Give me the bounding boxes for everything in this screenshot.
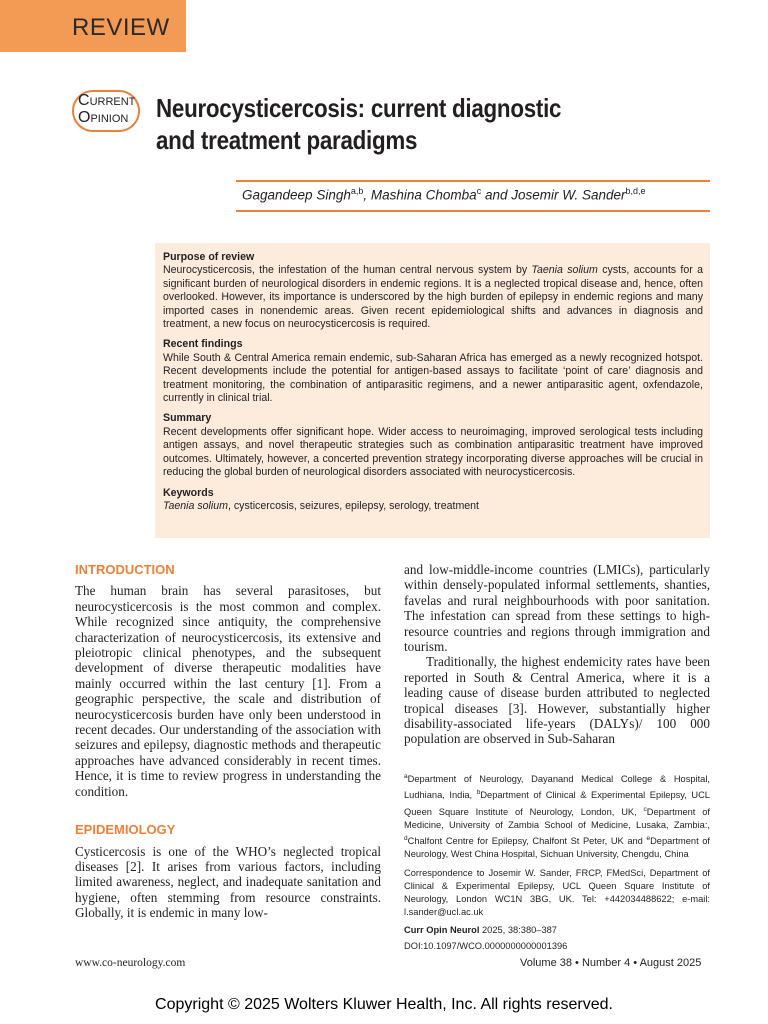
findings-heading: Recent findings: [163, 338, 243, 351]
author-affil: a,b: [350, 186, 364, 196]
logo-cap-o: O: [78, 109, 91, 126]
doi: DOI:10.1097/WCO.0000000000001396: [404, 940, 568, 951]
author-separator: and: [481, 187, 512, 203]
bottom-rule: [236, 210, 710, 212]
purpose-text-part: cysts, accounts for a significant burden of neurological disorders in endemic regions. It is a neglected tropical disease and, hence, often overlooked. However, its importance is underscored by the high burden of epilepsy in endemic regions and many imported cases in nonendemic areas. Given recent epidemiological shifts and advances in diagnosis and treatment, a new focus on neurocysticercosis is required.: [163, 264, 704, 331]
keyword-species: Taenia solium: [163, 499, 228, 512]
body-paragraph: and low-middle-income countries (LMICs), particularly within densely-populated informal settlements, shanties, favelas and rural neighbourhoods with poor sanitation. The infestation can spread from these settings to high-resource countries and regions through immigration and tourism.: [404, 562, 710, 655]
intro-paragraph: The human brain has several parasitoses, but neurocysticercosis is the most common and complex. While recognized since antiquity, the comprehensive characterization of neurocysticercosis, its extensive and pleiotropic clinical phenotypes, and the subsequent development of diverse therapeutic modalities have mainly occurred within the last century [1]. From a geographic perspective, the scale and distribution of neurocysticercosis burden have only been understood in recent decades. Our understanding of the association with seizures and epilepsy, diagnostic methods and therapeutic approaches have advanced considerably in recent times. Hence, it is time to review progress in understanding the condition.: [75, 583, 381, 799]
review-tab: [0, 0, 186, 52]
affiliation: Department of Clinical & Experimental Epilepsy, UCL Queen Square Institute of Neurology, London, UK,: [404, 790, 710, 817]
affil-sup: c: [643, 805, 647, 813]
author-name: Josemir W. Sander: [511, 187, 626, 203]
affiliations-block: [404, 770, 710, 958]
author-affil: c: [476, 186, 482, 196]
issue-info: Volume 38 • Number 4 • August 2025: [520, 957, 702, 969]
keyword-list: , cysticercosis, seizures, epilepsy, serology, treatment: [227, 499, 479, 512]
purpose-text-part: Neurocysticercosis, the infestation of the human central nervous system by: [163, 264, 532, 277]
article-title: Neurocysticercosis: current diagnostic and treatment paradigms: [156, 93, 562, 155]
affiliation: Department of Neurology, Dayanand Medical College & Hospital, Ludhiana, India,: [404, 774, 710, 801]
column-left: [75, 562, 381, 921]
epidemiology-paragraph: Cysticercosis is one of the WHO’s neglected tropical diseases [2]. It arises from various factors, including limited awareness, neglect, and inadequate sanitation and hygiene, often stemming from resource constraints. Globally, it is endemic in many low-: [75, 843, 381, 921]
citation-details: 2025, 38:380–387: [479, 925, 557, 936]
affiliation: Department of Neurology, West China Hospital, Sichuan University, Chengdu, China: [404, 836, 710, 860]
purpose-heading: Purpose of review: [163, 251, 255, 263]
keywords-text: [163, 500, 703, 513]
affil-sup: b: [476, 789, 481, 797]
keywords-heading: Keywords: [163, 486, 214, 499]
findings-text: While South & Central America remain endemic, sub-Saharan Africa has emerged as a newly recognized hotspot. Recent developments include the potential for antigen-based assays to facilitate ‘point of care’ diagnosis and treatment monitoring, the combination of antiparasitic regimens, and a newer antiparasitic agent, oxfendazole, currently in clinical trial.: [163, 351, 703, 405]
correspondence: Correspondence to Josemir W. Sander, FRCP, FMedSci, Department of Clinical & Experimental Epilepsy, UCL Queen Square Institute of Neurology, London WC1N 3BG, UK. Tel: +442034488622; e-mail: l.sander@ucl.ac.uk: [404, 867, 710, 918]
current-opinion-logo: [72, 90, 140, 132]
body-paragraph: Traditionally, the highest endemicity rates have been reported in South & Central America, where it is a leading cause of disease burden attributed to neglected tropical diseases [3]. However, substantially higher disability-associated life-years (DALYs)/ 100 000 population are observed in Sub-Saharan: [404, 654, 710, 747]
logo-word-opinion: PINION: [90, 113, 129, 125]
author-affil: b,d,e: [625, 186, 646, 196]
purpose-text: [163, 264, 703, 331]
copyright-notice: Copyright © 2025 Wolters Kluwer Health, Inc. All rights reserved.: [155, 996, 613, 1013]
author-name: Gagandeep Singh: [242, 187, 351, 203]
author-list: [242, 186, 646, 203]
epidemiology-heading: EPIDEMIOLOGY: [75, 822, 176, 838]
affiliation-list: [404, 770, 710, 862]
logo-word-current: URRENT: [89, 96, 136, 108]
affiliation: Chalfont Centre for Epilepsy, Chalfont St Peter, UK and: [407, 836, 647, 847]
author-name: Mashina Chomba: [370, 187, 477, 203]
journal-website[interactable]: www.co-neurology.com: [75, 957, 186, 969]
affil-sup: e: [646, 835, 651, 843]
affil-sup: a: [404, 773, 408, 780]
citation: [404, 924, 710, 937]
abstract-box: [155, 243, 710, 538]
author-separator: ,: [363, 187, 371, 203]
intro-heading: INTRODUCTION: [75, 562, 175, 577]
top-rule: [236, 180, 710, 182]
summary-text: Recent developments offer significant hope. Wider access to neuroimaging, improved serological tests including antigen assays, and novel therapeutic strategies such as combination antiparasitic treatment have improved outcomes. Ultimately, however, a concerted prevention strategy incorporating diverse approaches will be crucial in reducing the global burden of neurological disorders associated with neurocysticercosis.: [163, 425, 703, 479]
species-name: Taenia solium: [531, 264, 598, 277]
affiliation: Department of Medicine, University of Zambia School of Medicine, Lusaka, Zambia:,: [404, 806, 710, 830]
affil-sup: d: [404, 835, 408, 843]
summary-heading: Summary: [163, 412, 212, 425]
logo-cap-c: C: [78, 92, 90, 109]
review-label: REVIEW: [72, 14, 170, 41]
column-right: [404, 562, 710, 747]
citation-journal: Curr Opin Neurol: [404, 925, 480, 936]
